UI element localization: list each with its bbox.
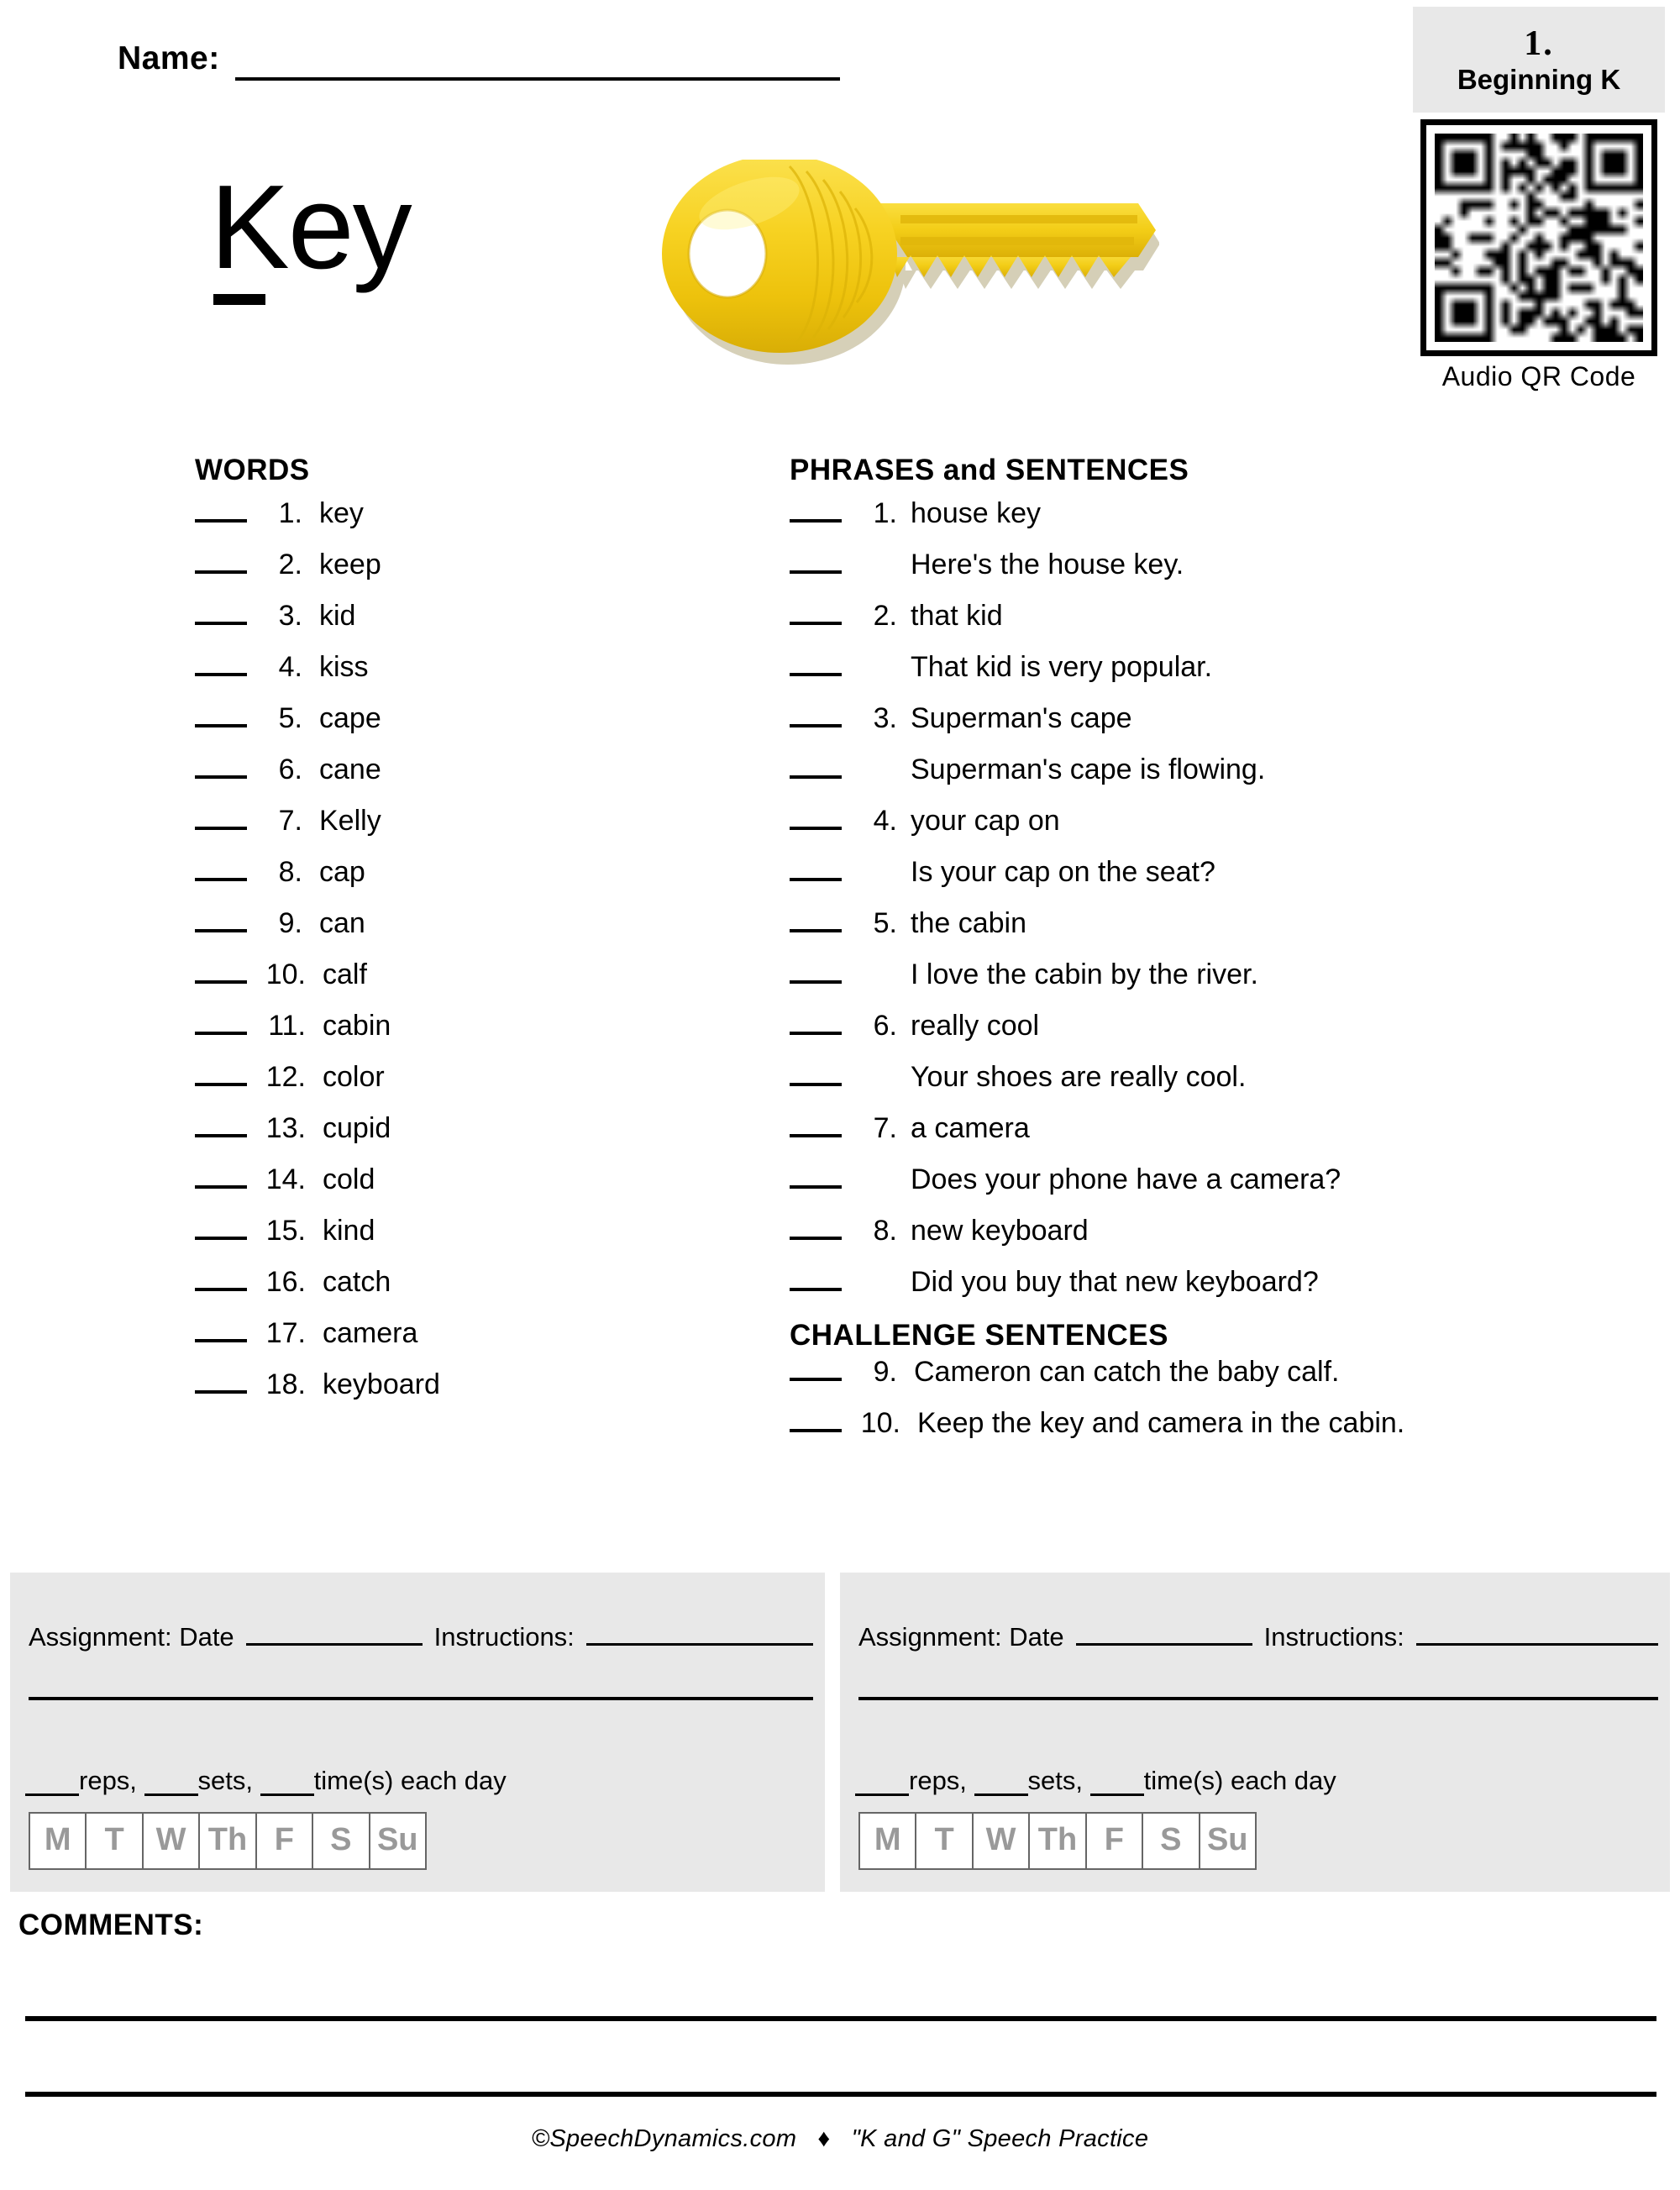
sentence-checkbox-line[interactable] [790,1059,842,1086]
word-checkbox-line[interactable] [195,598,247,625]
name-write-in-line[interactable] [235,52,840,81]
word-checkbox-line[interactable] [195,649,247,676]
sentence-row [790,1162,1630,1213]
sets-field[interactable] [144,1773,198,1796]
phrase-number: 1. [873,497,897,529]
word-checkbox-line[interactable] [195,1316,247,1342]
sentence-row [790,1059,1630,1111]
reps-sets-times-row [855,1766,1336,1796]
day-cell-m[interactable]: M [30,1814,87,1868]
sentence-checkbox-line[interactable] [790,649,842,676]
words-list [195,496,632,1418]
phrase-checkbox-line[interactable] [790,496,842,523]
phrase-checkbox-line[interactable] [790,701,842,727]
word-number: 9. [278,907,302,939]
word-number: 11. [268,1010,306,1042]
sentence-text: I love the cabin by the river. [911,958,1258,990]
word-text: cabin [323,1010,391,1042]
page-title [210,160,411,294]
word-number: 2. [278,549,302,580]
sentence-checkbox-line[interactable] [790,854,842,881]
times-field[interactable] [1090,1773,1144,1796]
sentence-checkbox-line[interactable] [790,1162,842,1189]
sentence-row [790,1264,1630,1316]
word-row [195,598,632,649]
word-checkbox-line[interactable] [195,701,247,727]
phrases-heading: PHRASES and SENTENCES [790,454,1189,486]
times-label: time(s) each day [1143,1766,1336,1795]
word-number: 6. [278,754,302,785]
assignment-date-label: Assignment: Date [29,1622,234,1652]
word-number: 16. [265,1266,306,1298]
phrase-number: 6. [873,1010,897,1042]
word-checkbox-line[interactable] [195,496,247,523]
word-text: kid [319,600,356,632]
challenge-heading: CHALLENGE SENTENCES [790,1319,1168,1352]
comments-label: COMMENTS: [18,1909,204,1941]
word-text: kiss [319,651,369,683]
footer [0,2125,1680,2153]
phrase-checkbox-line[interactable] [790,803,842,830]
phrase-row [790,803,1630,854]
word-text: kind [323,1215,375,1247]
words-column [195,454,632,1418]
word-row [195,1264,632,1316]
instructions-continuation-line[interactable] [858,1697,1658,1700]
phrase-number: 2. [873,600,897,632]
challenge-list [790,1354,1630,1457]
sentence-checkbox-line[interactable] [790,752,842,779]
phrase-text: the cabin [911,907,1026,939]
word-number: 3. [278,600,302,632]
word-checkbox-line[interactable] [195,1162,247,1189]
challenge-number: 9. [873,1356,897,1388]
sentence-row [790,649,1630,701]
word-number: 12. [265,1061,306,1093]
assignment-box-1 [10,1573,825,1892]
word-row [195,752,632,803]
audio-qr-panel [1413,7,1665,392]
word-checkbox-line[interactable] [195,1264,247,1291]
name-label: Name: [118,40,220,76]
word-text: keyboard [323,1368,440,1400]
sentence-row [790,957,1630,1008]
phrase-number: 3. [873,702,897,734]
word-checkbox-line[interactable] [195,906,247,932]
phrase-text: house key [911,497,1041,529]
word-number: 18. [265,1368,306,1400]
day-cell-w[interactable]: W [974,1814,1030,1868]
sentence-text: Your shoes are really cool. [911,1061,1247,1093]
phrase-row [790,1008,1630,1059]
word-text: color [323,1061,385,1093]
qr-code-icon[interactable] [1420,119,1657,356]
key-icon [655,160,1159,370]
word-number: 1. [278,497,302,529]
word-checkbox-line[interactable] [195,1111,247,1137]
word-text: cane [319,754,381,785]
phrase-checkbox-line[interactable] [790,1008,842,1035]
word-row [195,1316,632,1367]
phrase-checkbox-line[interactable] [790,1111,842,1137]
challenge-checkbox-line[interactable] [790,1354,842,1381]
title-letter-underline [213,294,265,305]
phrase-row [790,906,1630,957]
comments-line-1[interactable] [25,2016,1656,2021]
footer-copyright: ©SpeechDynamics.com [531,2125,797,2152]
footer-title: "K and G" Speech Practice [851,2125,1149,2152]
word-row [195,1367,632,1418]
phrase-checkbox-line[interactable] [790,906,842,932]
reps-field[interactable] [25,1773,79,1796]
phrase-row [790,701,1630,752]
day-cell-th[interactable]: Th [200,1814,256,1868]
assignment-date-field[interactable] [1076,1621,1252,1646]
sentence-checkbox-line[interactable] [790,547,842,574]
day-cell-w[interactable]: W [144,1814,200,1868]
challenge-checkbox-line[interactable] [790,1405,842,1432]
word-row [195,1162,632,1213]
level-name: Beginning K [1457,64,1621,96]
sentence-text: That kid is very popular. [911,651,1213,683]
instructions-label: Instructions: [433,1622,575,1652]
phrase-row [790,598,1630,649]
level-badge [1413,7,1665,113]
word-text: cold [323,1163,375,1195]
phrases-list [790,496,1630,1316]
word-text: camera [323,1317,418,1349]
word-number: 14. [265,1163,306,1195]
challenge-row [790,1405,1630,1457]
instructions-field[interactable] [1416,1621,1658,1646]
phrase-text: a camera [911,1112,1030,1144]
phrase-row [790,496,1630,547]
day-cell-t[interactable]: T [87,1814,143,1868]
word-text: keep [319,549,381,580]
phrase-row [790,1213,1630,1264]
phrase-number: 7. [873,1112,897,1144]
reps-label: reps, [909,1766,967,1795]
reps-field[interactable] [855,1773,909,1796]
word-number: 7. [278,805,302,837]
sets-field[interactable] [974,1773,1028,1796]
comments-line-2[interactable] [25,2092,1656,2097]
day-cell-th[interactable]: Th [1030,1814,1086,1868]
word-row [195,957,632,1008]
assignment-box-2 [840,1573,1670,1892]
day-cell-su[interactable]: Su [1206,1822,1248,1857]
word-number: 17. [265,1317,306,1349]
word-row [195,649,632,701]
word-text: cap [319,856,365,888]
sentence-row [790,547,1630,598]
reps-sets-times-row [25,1766,507,1796]
phrase-number: 4. [873,805,897,837]
day-cell-s[interactable]: S [313,1814,370,1868]
assignment-date-field[interactable] [246,1621,423,1646]
word-checkbox-line[interactable] [195,803,247,830]
word-checkbox-line[interactable] [195,752,247,779]
word-text: calf [323,958,367,990]
word-text: can [319,907,365,939]
day-tracker-grid-1 [29,1812,427,1870]
word-row [195,1059,632,1111]
day-cell-m[interactable]: M [860,1814,916,1868]
name-row [118,40,840,81]
sets-label: sets, [1027,1766,1084,1795]
assignment-date-row [858,1621,1658,1652]
word-number: 4. [278,651,302,683]
phrase-row [790,1111,1630,1162]
sets-label: sets, [197,1766,254,1795]
phrase-number: 8. [873,1215,897,1247]
word-text: key [319,497,364,529]
phrase-text: Superman's cape [911,702,1132,734]
words-heading: WORDS [195,454,310,486]
phrase-text: your cap on [911,805,1060,837]
sentence-row [790,752,1630,803]
word-row [195,496,632,547]
word-row [195,1111,632,1162]
phrase-text: new keyboard [911,1215,1089,1247]
word-row [195,906,632,957]
day-cell-s[interactable]: S [1143,1814,1200,1868]
word-checkbox-line[interactable] [195,1213,247,1240]
sentence-text: Did you buy that new keyboard? [911,1266,1319,1298]
phrase-checkbox-line[interactable] [790,598,842,625]
word-number: 15. [265,1215,306,1247]
level-number: 1. [1524,24,1554,63]
times-label: time(s) each day [313,1766,507,1795]
word-row [195,1213,632,1264]
word-number: 13. [265,1112,306,1144]
times-field[interactable] [260,1773,314,1796]
phrase-number: 5. [873,907,897,939]
word-number: 8. [278,856,302,888]
challenge-row [790,1354,1630,1405]
challenge-number: 10. [860,1407,900,1439]
word-checkbox-line[interactable] [195,1367,247,1394]
reps-label: reps, [79,1766,137,1795]
qr-code-canvas [1435,134,1643,342]
word-checkbox-line[interactable] [195,1059,247,1086]
phrase-checkbox-line[interactable] [790,1213,842,1240]
word-number: 5. [278,702,302,734]
word-checkbox-line[interactable] [195,547,247,574]
day-tracker-grid-2 [858,1812,1257,1870]
day-cell-su[interactable]: Su [376,1822,418,1857]
word-row [195,803,632,854]
sentence-text: Superman's cape is flowing. [911,754,1266,785]
sentence-checkbox-line[interactable] [790,1264,842,1291]
word-checkbox-line[interactable] [195,1008,247,1035]
word-row [195,854,632,906]
word-text: cape [319,702,381,734]
phrase-text: that kid [911,600,1003,632]
phrase-text: really cool [911,1010,1040,1042]
qr-caption: Audio QR Code [1441,361,1636,392]
word-text: cupid [323,1112,391,1144]
word-text: Kelly [319,805,381,837]
word-text: catch [323,1266,391,1298]
sentence-text: Here's the house key. [911,549,1184,580]
word-number: 10. [265,958,306,990]
sentence-checkbox-line[interactable] [790,957,842,984]
sentence-text: Does your phone have a camera? [911,1163,1341,1195]
sentence-text: Is your cap on the seat? [911,856,1215,888]
footer-separator: ♦ [817,2125,831,2152]
challenge-text: Keep the key and camera in the cabin. [917,1407,1405,1439]
page-title-text: Key [210,160,411,294]
phrases-column [790,454,1630,1457]
word-row [195,547,632,598]
sentence-row [790,854,1630,906]
challenge-text: Cameron can catch the baby calf. [914,1356,1340,1388]
day-cell-f[interactable]: F [1087,1814,1143,1868]
assignment-date-label: Assignment: Date [858,1622,1064,1652]
word-row [195,701,632,752]
word-checkbox-line[interactable] [195,854,247,881]
assignment-date-row [29,1621,813,1652]
instructions-continuation-line[interactable] [29,1697,813,1700]
day-cell-t[interactable]: T [916,1814,973,1868]
word-row [195,1008,632,1059]
day-cell-f[interactable]: F [257,1814,313,1868]
instructions-field[interactable] [586,1621,813,1646]
instructions-label: Instructions: [1263,1622,1404,1652]
word-checkbox-line[interactable] [195,957,247,984]
